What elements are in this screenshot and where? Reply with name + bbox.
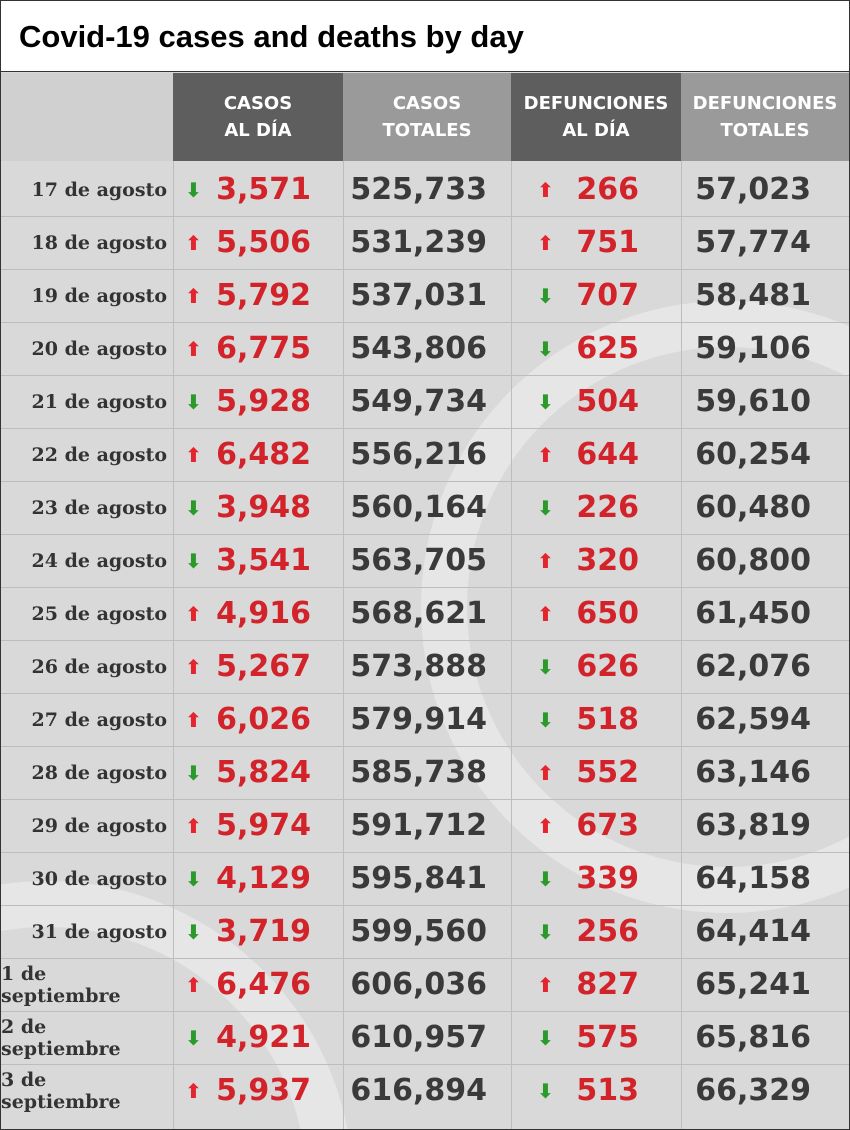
down-arrow-icon: ⬇ — [537, 1078, 554, 1103]
deaths-total: 57,774 — [695, 225, 811, 260]
down-arrow-icon: ⬇ — [537, 283, 554, 308]
deaths-total: 63,146 — [695, 755, 811, 790]
cases-total: 573,888 — [350, 649, 487, 684]
cases-total: 610,957 — [350, 1020, 487, 1055]
deaths-total: 64,414 — [695, 914, 811, 949]
table-header — [1, 73, 849, 161]
cases-per-day: 5,974 — [216, 808, 311, 843]
cases-per-day: 5,928 — [216, 384, 311, 419]
cases-per-day: 5,267 — [216, 649, 311, 684]
cases-total: 595,841 — [350, 861, 487, 896]
row-date: 28 de agosto — [31, 761, 167, 784]
header-defunciones-al-dia: DEFUNCIONES AL DÍA — [511, 73, 681, 161]
cases-total: 616,894 — [350, 1073, 487, 1108]
down-arrow-icon: ⬇ — [537, 336, 554, 361]
deaths-per-day: 513 — [576, 1073, 639, 1108]
cases-per-day: 5,937 — [216, 1073, 311, 1108]
up-arrow-icon: ⬆ — [185, 442, 202, 467]
table-row — [1, 428, 849, 481]
row-date: 31 de agosto — [31, 920, 167, 943]
row-date: 27 de agosto — [31, 708, 167, 731]
deaths-total: 65,816 — [695, 1020, 811, 1055]
up-arrow-icon: ⬆ — [185, 707, 202, 732]
down-arrow-icon: ⬇ — [537, 707, 554, 732]
row-date: 29 de agosto — [31, 814, 167, 837]
cases-total: 606,036 — [350, 967, 487, 1002]
title-bar — [1, 1, 849, 72]
down-arrow-icon: ⬇ — [185, 389, 202, 414]
table-row — [1, 216, 849, 269]
deaths-per-day: 504 — [576, 384, 639, 419]
cases-total: 537,031 — [350, 278, 487, 313]
row-date: 21 de agosto — [31, 390, 167, 413]
deaths-per-day: 575 — [576, 1020, 639, 1055]
row-date: 22 de agosto — [31, 443, 167, 466]
deaths-total: 66,329 — [695, 1073, 811, 1108]
cases-per-day: 6,775 — [216, 331, 311, 366]
deaths-per-day: 827 — [576, 967, 639, 1002]
deaths-total: 61,450 — [695, 596, 811, 631]
down-arrow-icon: ⬇ — [185, 177, 202, 202]
deaths-per-day: 266 — [576, 172, 639, 207]
table-row — [1, 746, 849, 799]
deaths-total: 60,480 — [695, 490, 811, 525]
row-date: 3 de septiembre — [1, 1068, 121, 1113]
cases-per-day: 5,506 — [216, 225, 311, 260]
up-arrow-icon: ⬆ — [185, 654, 202, 679]
deaths-per-day: 707 — [576, 278, 639, 313]
deaths-per-day: 626 — [576, 649, 639, 684]
deaths-per-day: 320 — [576, 543, 639, 578]
column-divider — [511, 161, 512, 1129]
row-date: 19 de agosto — [31, 284, 167, 307]
header-blank — [1, 73, 173, 161]
row-date: 17 de agosto — [31, 178, 167, 201]
table-row — [1, 322, 849, 375]
header-casos-al-dia: CASOS AL DÍA — [173, 73, 343, 161]
deaths-total: 57,023 — [695, 172, 811, 207]
table-row — [1, 640, 849, 693]
deaths-per-day: 751 — [576, 225, 639, 260]
up-arrow-icon: ⬆ — [537, 177, 554, 202]
cases-per-day: 6,476 — [216, 967, 311, 1002]
table-row — [1, 587, 849, 640]
down-arrow-icon: ⬇ — [185, 495, 202, 520]
cases-per-day: 5,824 — [216, 755, 311, 790]
up-arrow-icon: ⬆ — [185, 1078, 202, 1103]
table-row — [1, 481, 849, 534]
cases-total: 543,806 — [350, 331, 487, 366]
up-arrow-icon: ⬆ — [537, 442, 554, 467]
cases-per-day: 6,026 — [216, 702, 311, 737]
deaths-per-day: 552 — [576, 755, 639, 790]
cases-total: 579,914 — [350, 702, 487, 737]
table-row — [1, 1011, 849, 1064]
chart-title: Covid-19 cases and deaths by day — [19, 19, 524, 54]
cases-per-day: 3,541 — [216, 543, 311, 578]
table-row — [1, 375, 849, 428]
cases-total: 599,560 — [350, 914, 487, 949]
cases-per-day: 3,948 — [216, 490, 311, 525]
down-arrow-icon: ⬇ — [185, 760, 202, 785]
row-date: 1 de septiembre — [1, 962, 121, 1007]
cases-total: 525,733 — [350, 172, 487, 207]
up-arrow-icon: ⬆ — [185, 336, 202, 361]
header-casos-totales: CASOS TOTALES — [343, 73, 511, 161]
column-divider — [173, 161, 174, 1129]
deaths-per-day: 256 — [576, 914, 639, 949]
down-arrow-icon: ⬇ — [185, 548, 202, 573]
deaths-total: 62,594 — [695, 702, 811, 737]
down-arrow-icon: ⬇ — [537, 654, 554, 679]
deaths-total: 63,819 — [695, 808, 811, 843]
up-arrow-icon: ⬆ — [537, 972, 554, 997]
table-row — [1, 958, 849, 1011]
row-date: 25 de agosto — [31, 602, 167, 625]
deaths-total: 62,076 — [695, 649, 811, 684]
column-divider — [681, 161, 682, 1129]
cases-per-day: 5,792 — [216, 278, 311, 313]
cases-per-day: 4,129 — [216, 861, 311, 896]
table-row — [1, 905, 849, 958]
up-arrow-icon: ⬆ — [185, 813, 202, 838]
up-arrow-icon: ⬆ — [185, 230, 202, 255]
row-date: 2 de septiembre — [1, 1015, 121, 1060]
deaths-total: 65,241 — [695, 967, 811, 1002]
row-date: 30 de agosto — [31, 867, 167, 890]
cases-total: 585,738 — [350, 755, 487, 790]
header-defunciones-totales: DEFUNCIONES TOTALES — [681, 73, 849, 161]
row-date: 23 de agosto — [31, 496, 167, 519]
table-row — [1, 852, 849, 905]
down-arrow-icon: ⬇ — [537, 1025, 554, 1050]
row-date: 26 de agosto — [31, 655, 167, 678]
cases-per-day: 3,571 — [216, 172, 311, 207]
table-row — [1, 799, 849, 852]
up-arrow-icon: ⬆ — [185, 972, 202, 997]
up-arrow-icon: ⬆ — [537, 548, 554, 573]
cases-per-day: 4,916 — [216, 596, 311, 631]
deaths-total: 60,800 — [695, 543, 811, 578]
deaths-per-day: 226 — [576, 490, 639, 525]
row-date: 20 de agosto — [31, 337, 167, 360]
down-arrow-icon: ⬇ — [185, 866, 202, 891]
up-arrow-icon: ⬆ — [537, 813, 554, 838]
down-arrow-icon: ⬇ — [185, 919, 202, 944]
cases-total: 549,734 — [350, 384, 487, 419]
cases-total: 560,164 — [350, 490, 487, 525]
deaths-per-day: 673 — [576, 808, 639, 843]
deaths-total: 58,481 — [695, 278, 811, 313]
deaths-total: 59,106 — [695, 331, 811, 366]
deaths-per-day: 518 — [576, 702, 639, 737]
deaths-per-day: 625 — [576, 331, 639, 366]
table-row — [1, 1064, 849, 1117]
up-arrow-icon: ⬆ — [185, 283, 202, 308]
table-row — [1, 693, 849, 746]
column-divider — [343, 161, 344, 1129]
cases-total: 556,216 — [350, 437, 487, 472]
deaths-total: 59,610 — [695, 384, 811, 419]
cases-total: 531,239 — [350, 225, 487, 260]
down-arrow-icon: ⬇ — [185, 1025, 202, 1050]
cases-per-day: 3,719 — [216, 914, 311, 949]
deaths-per-day: 650 — [576, 596, 639, 631]
deaths-total: 64,158 — [695, 861, 811, 896]
row-date: 24 de agosto — [31, 549, 167, 572]
deaths-per-day: 339 — [576, 861, 639, 896]
up-arrow-icon: ⬆ — [537, 760, 554, 785]
deaths-total: 60,254 — [695, 437, 811, 472]
row-date: 18 de agosto — [31, 231, 167, 254]
cases-total: 568,621 — [350, 596, 487, 631]
down-arrow-icon: ⬇ — [537, 866, 554, 891]
table-row — [1, 534, 849, 587]
cases-total: 591,712 — [350, 808, 487, 843]
up-arrow-icon: ⬆ — [537, 230, 554, 255]
up-arrow-icon: ⬆ — [185, 601, 202, 626]
down-arrow-icon: ⬇ — [537, 495, 554, 520]
down-arrow-icon: ⬇ — [537, 389, 554, 414]
cases-per-day: 4,921 — [216, 1020, 311, 1055]
table-row — [1, 269, 849, 322]
table-row — [1, 163, 849, 216]
deaths-per-day: 644 — [576, 437, 639, 472]
down-arrow-icon: ⬇ — [537, 919, 554, 944]
cases-total: 563,705 — [350, 543, 487, 578]
cases-per-day: 6,482 — [216, 437, 311, 472]
up-arrow-icon: ⬆ — [537, 601, 554, 626]
